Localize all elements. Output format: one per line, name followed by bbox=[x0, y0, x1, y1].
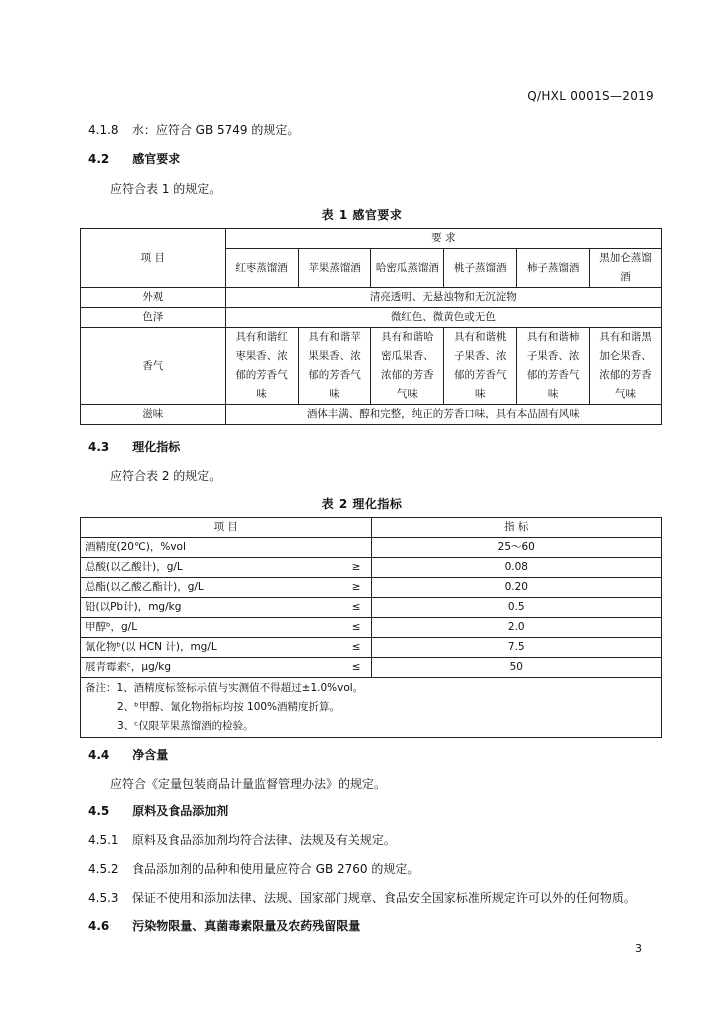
comparison-symbol: ≤ bbox=[351, 661, 361, 673]
aroma-value: 具有和谐哈密瓜果香、浓郁的芳香气味 bbox=[371, 328, 444, 405]
section-number: 4.4 bbox=[88, 748, 110, 762]
parameter-name: 总酯(以乙酸乙酯计)，g/L bbox=[85, 581, 204, 593]
appearance-value: 清亮透明、无悬浊物和无沉淀物 bbox=[225, 288, 661, 308]
table1-caption: 表 1 感官要求 bbox=[321, 208, 403, 222]
document-code: Q/HXL 0001S—2019 bbox=[527, 89, 654, 103]
section-number: 4.3 bbox=[88, 440, 110, 454]
table-row bbox=[81, 618, 662, 638]
section-number: 4.6 bbox=[88, 919, 110, 933]
appearance-label: 外观 bbox=[81, 288, 226, 308]
parameter-value: 0.20 bbox=[371, 578, 661, 598]
clause-text: 水：应符合 GB 5749 的规定。 bbox=[131, 123, 300, 137]
taste-label: 滋味 bbox=[81, 405, 226, 425]
clause-4-5-2 bbox=[88, 860, 419, 877]
table1-item-header: 项 目 bbox=[81, 229, 226, 288]
aroma-value: 具有和谐桃子果香、浓郁的芳香气味 bbox=[444, 328, 517, 405]
clause-4-5-3 bbox=[88, 889, 636, 906]
aroma-value: 具有和谐红枣果香、浓郁的芳香气味 bbox=[225, 328, 298, 405]
parameter-name: 氰化物ᵇ(以 HCN 计)，mg/L bbox=[85, 641, 217, 653]
section-4-2-heading bbox=[88, 150, 180, 167]
note-line: 2、ᵇ甲醇、氰化物指标均按 100%酒精度折算。 bbox=[117, 701, 341, 713]
table-row bbox=[81, 538, 662, 558]
section-number: 4.2 bbox=[88, 152, 110, 166]
parameter-value: 50 bbox=[371, 658, 661, 678]
aroma-value: 具有和谐苹果果香、浓郁的芳香气味 bbox=[298, 328, 371, 405]
aroma-value: 具有和谐柿子果香、浓郁的芳香气味 bbox=[517, 328, 590, 405]
comparison-symbol: ≤ bbox=[351, 621, 361, 633]
product-header: 苹果蒸馏酒 bbox=[298, 249, 371, 288]
product-header: 柿子蒸馏酒 bbox=[517, 249, 590, 288]
clause-number: 4.5.2 bbox=[88, 862, 119, 876]
note-line: 备注：1、酒精度标签标示值与实测值不得超过±1.0%vol。 bbox=[85, 682, 364, 694]
clause-text: 食品添加剂的品种和使用量应符合 GB 2760 的规定。 bbox=[131, 862, 420, 876]
clause-number: 4.5.3 bbox=[88, 891, 119, 905]
product-header: 黑加仑蒸馏酒 bbox=[590, 249, 662, 288]
color-label: 色泽 bbox=[81, 308, 226, 328]
section-4-4-heading bbox=[88, 746, 168, 763]
parameter-value: 0.08 bbox=[371, 558, 661, 578]
section-4-3-heading bbox=[88, 438, 180, 455]
section-title: 净含量 bbox=[132, 748, 169, 762]
parameter-name: 铅(以Pb计)，mg/kg bbox=[85, 601, 182, 613]
clause-text: 保证不使用和添加法律、法规、国家部门规章、食品安全国家标准所规定许可以外的任何物质。 bbox=[131, 891, 636, 905]
clause-text: 原料及食品添加剂均符合法律、法规及有关规定。 bbox=[131, 833, 396, 847]
product-header: 红枣蒸馏酒 bbox=[225, 249, 298, 288]
section-4-6-heading bbox=[88, 917, 360, 934]
clause-number: 4.5.1 bbox=[88, 833, 119, 847]
table1-requirement-header: 要 求 bbox=[225, 229, 661, 249]
table2-index-header: 指 标 bbox=[371, 518, 661, 538]
comparison-symbol: ≤ bbox=[351, 601, 361, 613]
section-title: 感官要求 bbox=[132, 152, 181, 166]
table-row bbox=[81, 558, 662, 578]
product-header: 桃子蒸馏酒 bbox=[444, 249, 517, 288]
comparison-symbol: ≥ bbox=[351, 581, 361, 593]
section-title: 污染物限量、真菌毒素限量及农药残留限量 bbox=[132, 919, 361, 933]
table-row bbox=[81, 658, 662, 678]
table2-item-header: 项 目 bbox=[81, 518, 372, 538]
aroma-label: 香气 bbox=[81, 328, 226, 405]
aroma-value: 具有和谐黑加仑果香、浓郁的芳香气味 bbox=[590, 328, 662, 405]
product-header: 哈密瓜蒸馏酒 bbox=[371, 249, 444, 288]
parameter-name: 甲醇ᵇ，g/L bbox=[85, 621, 138, 633]
sensory-requirements-table bbox=[80, 228, 662, 425]
table2-caption: 表 2 理化指标 bbox=[321, 497, 403, 511]
section-4-2-body: 应符合表 1 的规定。 bbox=[110, 182, 222, 196]
parameter-value: 0.5 bbox=[371, 598, 661, 618]
section-title: 原料及食品添加剂 bbox=[132, 804, 229, 818]
parameter-name: 酒精度(20℃)，%vol bbox=[85, 541, 186, 553]
table2-notes bbox=[81, 678, 662, 738]
clause-4-5-1 bbox=[88, 831, 396, 848]
clause-number: 4.1.8 bbox=[88, 123, 119, 137]
taste-value: 酒体丰满、醇和完整，纯正的芳香口味，具有本品固有风味 bbox=[225, 405, 661, 425]
section-4-3-body: 应符合表 2 的规定。 bbox=[110, 469, 222, 483]
table-row bbox=[81, 638, 662, 658]
parameter-value: 7.5 bbox=[371, 638, 661, 658]
clause-4-1-8 bbox=[88, 121, 299, 138]
parameter-name: 总酸(以乙酸计)，g/L bbox=[85, 561, 183, 573]
physicochemical-table bbox=[80, 517, 662, 738]
parameter-value: 25～60 bbox=[371, 538, 661, 558]
page-number: 3 bbox=[635, 942, 642, 955]
note-line: 3、ᶜ仅限苹果蒸馏酒的检验。 bbox=[117, 720, 254, 732]
color-value: 微红色、微黄色或无色 bbox=[225, 308, 661, 328]
section-4-4-body: 应符合《定量包装商品计量监督管理办法》的规定。 bbox=[110, 777, 387, 791]
parameter-name: 展青霉素ᶜ，μg/kg bbox=[85, 661, 172, 673]
parameter-value: 2.0 bbox=[371, 618, 661, 638]
table-row bbox=[81, 598, 662, 618]
section-title: 理化指标 bbox=[132, 440, 181, 454]
table-row bbox=[81, 578, 662, 598]
section-number: 4.5 bbox=[88, 804, 110, 818]
section-4-5-heading bbox=[88, 802, 228, 819]
comparison-symbol: ≥ bbox=[351, 561, 361, 573]
comparison-symbol: ≤ bbox=[351, 641, 361, 653]
